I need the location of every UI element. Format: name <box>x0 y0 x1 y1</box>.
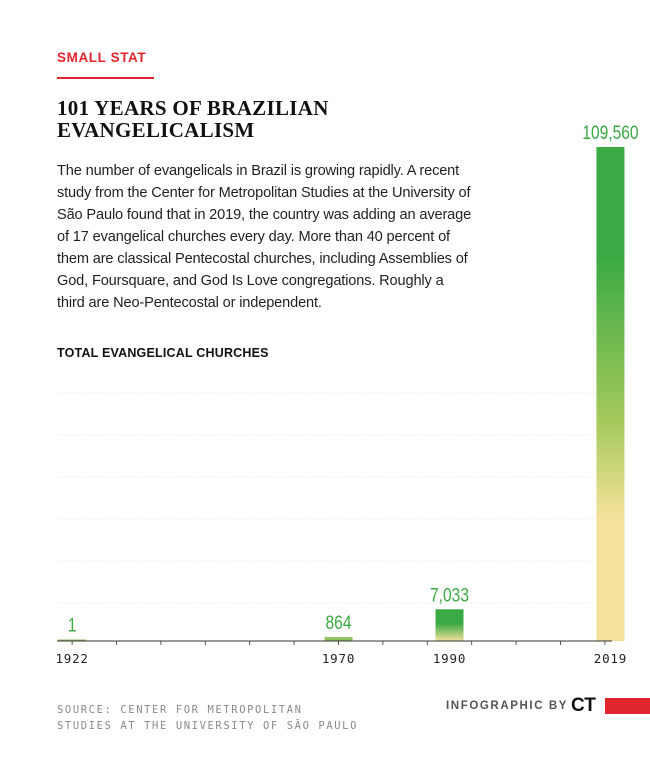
x-tick-label-1970: 1970 <box>321 651 356 666</box>
bar-2019 <box>596 147 624 641</box>
bar-1970 <box>325 637 353 641</box>
bars <box>58 122 638 641</box>
value-label-1990: 7,033 <box>430 583 469 606</box>
value-label-2019: 109,560 <box>582 121 639 144</box>
grid-lines <box>57 393 600 603</box>
source-line-2: STUDIES AT THE UNIVERSITY OF SÃO PAULO <box>57 720 359 732</box>
kicker-label: SMALL STAT <box>57 50 147 65</box>
description-text: The number of evangelicals in Brazil is growing rapidly. A recent study from the Center for Metropolitan Studies at the University of São Paulo found that in 2019, the country was adding an average of 17 evangelical churches every day. More than 40 percent of them are classical Pentecostal churches, including Assemblies of God, Foursquare, and God Is Love congregations. Roughly a third are Neo-Pentecostal or independent. <box>57 163 472 311</box>
ct-logo-block <box>605 698 650 714</box>
source-note <box>57 702 358 734</box>
source-line-1: SOURCE: CENTER FOR METROPOLITAN <box>57 704 303 716</box>
value-label-1970: 864 <box>325 611 352 634</box>
page-title: 101 YEARS OF BRAZILIAN EVANGELICALISM <box>57 96 329 142</box>
x-axis <box>55 641 627 666</box>
chart-subtitle: TOTAL EVANGELICAL CHURCHES <box>57 346 269 360</box>
ct-logo: CT <box>571 695 596 716</box>
x-tick-label-2019: 2019 <box>593 651 628 666</box>
bar-1990 <box>436 609 464 641</box>
x-tick-label-1922: 1922 <box>55 651 89 666</box>
x-tick-label-1990: 1990 <box>432 651 467 666</box>
value-label-1922: 1 <box>67 614 77 636</box>
infographic-credit: INFOGRAPHIC BY <box>446 700 569 712</box>
